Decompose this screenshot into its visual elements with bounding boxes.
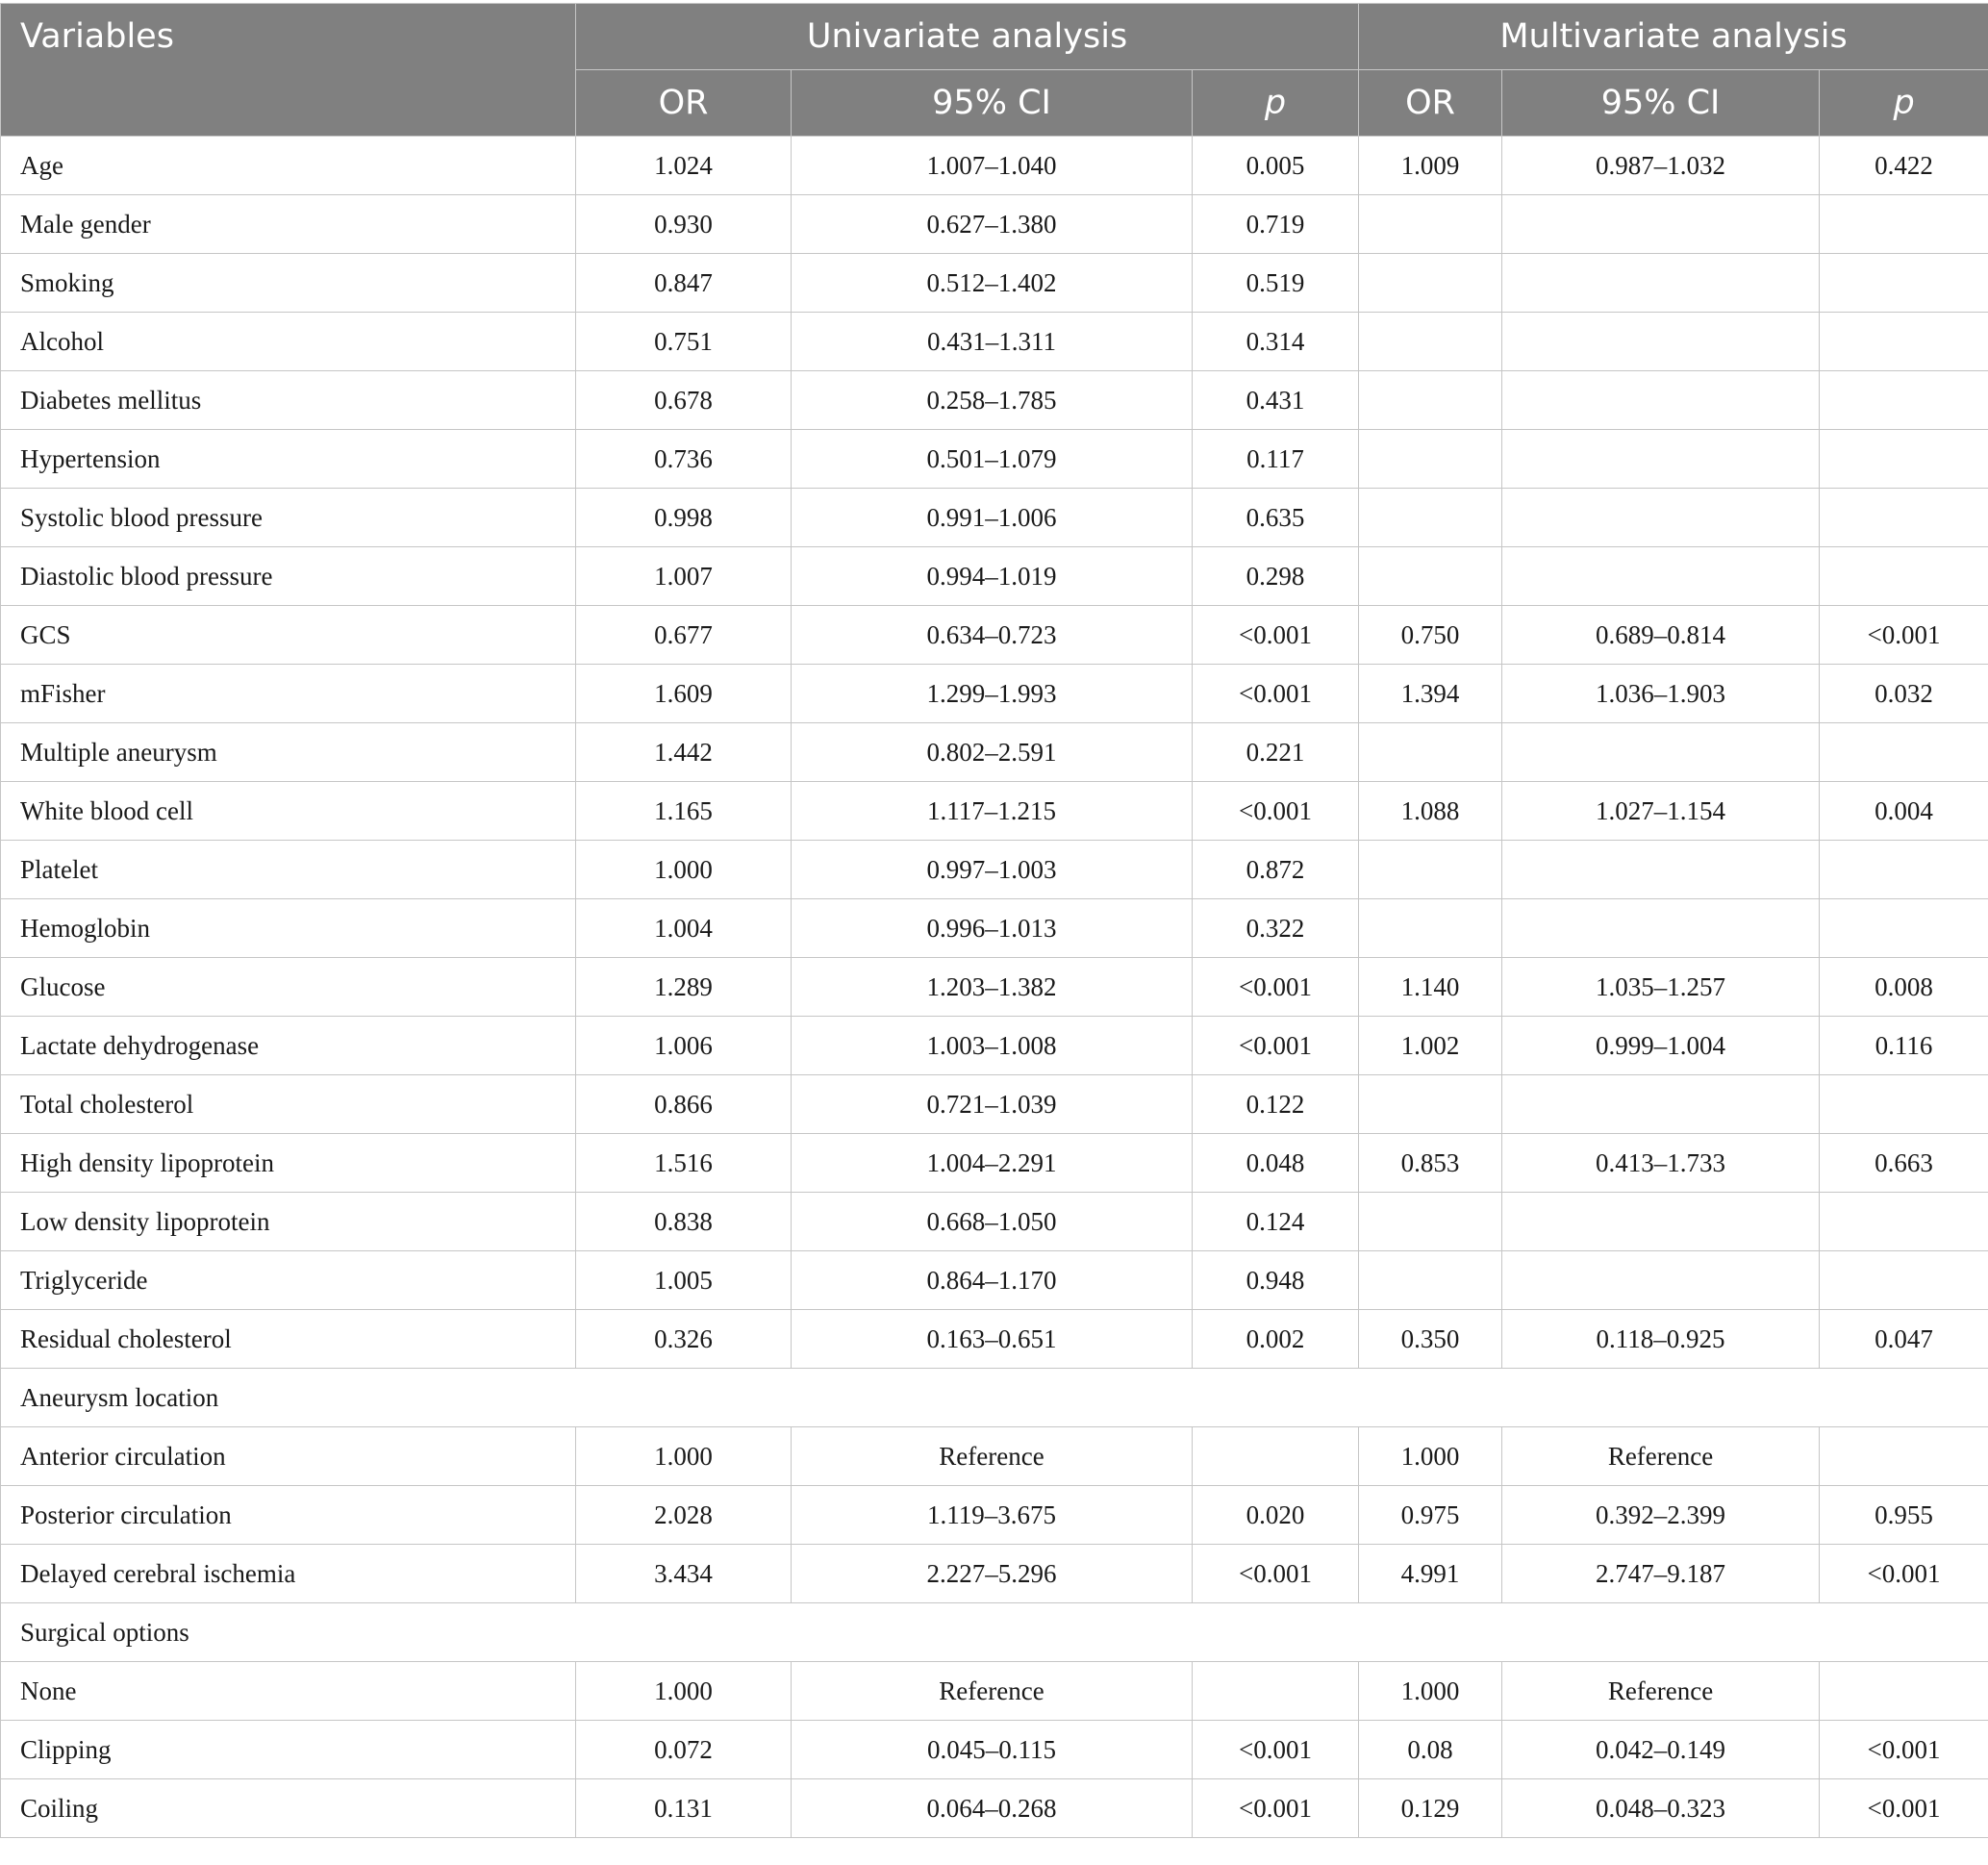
variable-cell: Diabetes mellitus bbox=[1, 371, 576, 430]
multivariate-p-cell bbox=[1820, 547, 1988, 606]
univariate-p-cell: <0.001 bbox=[1193, 1017, 1359, 1075]
multivariate-or-cell: 4.991 bbox=[1359, 1545, 1502, 1603]
multivariate-p-cell bbox=[1820, 254, 1988, 313]
multivariate-ci-cell bbox=[1502, 313, 1820, 371]
table-row bbox=[1, 958, 1988, 1017]
multivariate-or-cell: 0.350 bbox=[1359, 1310, 1502, 1369]
univariate-or-cell: 0.847 bbox=[576, 254, 792, 313]
table-row bbox=[1, 1662, 1988, 1721]
table-row bbox=[1, 1017, 1988, 1075]
variable-cell: Total cholesterol bbox=[1, 1075, 576, 1134]
univariate-p-cell: 0.020 bbox=[1193, 1486, 1359, 1545]
univariate-or-cell: 0.677 bbox=[576, 606, 792, 665]
multivariate-or-cell: 1.140 bbox=[1359, 958, 1502, 1017]
multivariate-p-cell: <0.001 bbox=[1820, 1779, 1988, 1838]
header-row-1 bbox=[1, 4, 1988, 70]
multivariate-or-cell bbox=[1359, 430, 1502, 489]
univariate-ci-cell: 0.258–1.785 bbox=[792, 371, 1193, 430]
multivariate-or-cell: 1.394 bbox=[1359, 665, 1502, 723]
multivariate-p-cell bbox=[1820, 195, 1988, 254]
univariate-or-cell: 1.289 bbox=[576, 958, 792, 1017]
multivariate-or-cell: 0.129 bbox=[1359, 1779, 1502, 1838]
univariate-p-cell: 0.117 bbox=[1193, 430, 1359, 489]
multivariate-ci-cell: 0.048–0.323 bbox=[1502, 1779, 1820, 1838]
variable-cell: Posterior circulation bbox=[1, 1486, 576, 1545]
variable-cell: Anterior circulation bbox=[1, 1427, 576, 1486]
multivariate-p-cell bbox=[1820, 1075, 1988, 1134]
table-row bbox=[1, 606, 1988, 665]
univariate-or-cell: 0.736 bbox=[576, 430, 792, 489]
univariate-ci-cell: 1.117–1.215 bbox=[792, 782, 1193, 841]
multivariate-or-cell bbox=[1359, 723, 1502, 782]
multivariate-ci-header: 95% CI bbox=[1502, 70, 1820, 137]
table-row bbox=[1, 723, 1988, 782]
multivariate-ci-cell bbox=[1502, 489, 1820, 547]
multivariate-ci-cell bbox=[1502, 195, 1820, 254]
multivariate-p-cell bbox=[1820, 899, 1988, 958]
univariate-or-cell: 0.326 bbox=[576, 1310, 792, 1369]
variable-cell: Triglyceride bbox=[1, 1251, 576, 1310]
univariate-p-cell: 0.048 bbox=[1193, 1134, 1359, 1193]
multivariate-ci-cell: Reference bbox=[1502, 1662, 1820, 1721]
univariate-or-cell: 0.751 bbox=[576, 313, 792, 371]
univariate-or-cell: 1.024 bbox=[576, 137, 792, 195]
variable-cell: None bbox=[1, 1662, 576, 1721]
variable-cell: Male gender bbox=[1, 195, 576, 254]
univariate-ci-cell: 0.997–1.003 bbox=[792, 841, 1193, 899]
multivariate-ci-cell: 1.027–1.154 bbox=[1502, 782, 1820, 841]
univariate-p-cell: 0.519 bbox=[1193, 254, 1359, 313]
table-row bbox=[1, 1486, 1988, 1545]
univariate-ci-cell: 0.163–0.651 bbox=[792, 1310, 1193, 1369]
table-row bbox=[1, 1075, 1988, 1134]
univariate-ci-cell: 2.227–5.296 bbox=[792, 1545, 1193, 1603]
univariate-ci-cell: 0.864–1.170 bbox=[792, 1251, 1193, 1310]
multivariate-ci-cell: 0.413–1.733 bbox=[1502, 1134, 1820, 1193]
univariate-ci-cell: 0.994–1.019 bbox=[792, 547, 1193, 606]
univariate-p-cell: 0.322 bbox=[1193, 899, 1359, 958]
univariate-p-cell: 0.221 bbox=[1193, 723, 1359, 782]
variable-cell: Multiple aneurysm bbox=[1, 723, 576, 782]
table-row bbox=[1, 782, 1988, 841]
univariate-or-cell: 1.516 bbox=[576, 1134, 792, 1193]
variable-cell: Smoking bbox=[1, 254, 576, 313]
univariate-ci-cell: Reference bbox=[792, 1427, 1193, 1486]
multivariate-or-cell bbox=[1359, 254, 1502, 313]
multivariate-or-cell bbox=[1359, 489, 1502, 547]
univariate-ci-cell: 0.512–1.402 bbox=[792, 254, 1193, 313]
variable-cell: Residual cholesterol bbox=[1, 1310, 576, 1369]
multivariate-or-cell bbox=[1359, 1075, 1502, 1134]
univariate-p-header: p bbox=[1193, 70, 1359, 137]
table-header bbox=[1, 4, 1988, 137]
univariate-ci-cell: 0.721–1.039 bbox=[792, 1075, 1193, 1134]
univariate-or-cell: 0.838 bbox=[576, 1193, 792, 1251]
multivariate-or-cell bbox=[1359, 547, 1502, 606]
multivariate-ci-cell bbox=[1502, 1075, 1820, 1134]
multivariate-ci-cell: 0.987–1.032 bbox=[1502, 137, 1820, 195]
univariate-p-cell: 0.005 bbox=[1193, 137, 1359, 195]
table-row bbox=[1, 489, 1988, 547]
multivariate-p-cell: 0.663 bbox=[1820, 1134, 1988, 1193]
variable-cell: Hypertension bbox=[1, 430, 576, 489]
multivariate-p-cell bbox=[1820, 1193, 1988, 1251]
variable-cell: Delayed cerebral ischemia bbox=[1, 1545, 576, 1603]
multivariate-p-cell bbox=[1820, 841, 1988, 899]
multivariate-p-cell: 0.422 bbox=[1820, 137, 1988, 195]
multivariate-p-cell bbox=[1820, 313, 1988, 371]
table-row bbox=[1, 1193, 1988, 1251]
variable-cell: High density lipoprotein bbox=[1, 1134, 576, 1193]
multivariate-ci-cell bbox=[1502, 371, 1820, 430]
multivariate-ci-cell: 0.392–2.399 bbox=[1502, 1486, 1820, 1545]
multivariate-ci-cell: 0.999–1.004 bbox=[1502, 1017, 1820, 1075]
multivariate-p-cell: <0.001 bbox=[1820, 1721, 1988, 1779]
table-row bbox=[1, 1545, 1988, 1603]
variable-cell: GCS bbox=[1, 606, 576, 665]
multivariate-ci-cell: 0.118–0.925 bbox=[1502, 1310, 1820, 1369]
table-row bbox=[1, 1779, 1988, 1838]
univariate-ci-cell: 0.431–1.311 bbox=[792, 313, 1193, 371]
univariate-or-cell: 1.007 bbox=[576, 547, 792, 606]
multivariate-p-cell: <0.001 bbox=[1820, 1545, 1988, 1603]
univariate-p-cell: <0.001 bbox=[1193, 1545, 1359, 1603]
multivariate-ci-cell bbox=[1502, 1251, 1820, 1310]
univariate-ci-cell: 0.996–1.013 bbox=[792, 899, 1193, 958]
univariate-ci-cell: 0.802–2.591 bbox=[792, 723, 1193, 782]
multivariate-p-cell bbox=[1820, 430, 1988, 489]
univariate-p-cell bbox=[1193, 1427, 1359, 1486]
univariate-or-cell: 1.442 bbox=[576, 723, 792, 782]
univariate-p-cell: <0.001 bbox=[1193, 606, 1359, 665]
table-row bbox=[1, 665, 1988, 723]
multivariate-or-cell: 0.853 bbox=[1359, 1134, 1502, 1193]
multivariate-p-cell: 0.116 bbox=[1820, 1017, 1988, 1075]
univariate-p-cell: 0.002 bbox=[1193, 1310, 1359, 1369]
multivariate-or-cell bbox=[1359, 899, 1502, 958]
regression-table bbox=[0, 3, 1988, 1838]
univariate-p-cell: <0.001 bbox=[1193, 782, 1359, 841]
univariate-or-cell: 1.000 bbox=[576, 1662, 792, 1721]
univariate-ci-header: 95% CI bbox=[792, 70, 1193, 137]
univariate-or-cell: 0.072 bbox=[576, 1721, 792, 1779]
univariate-p-cell: 0.298 bbox=[1193, 547, 1359, 606]
table-row bbox=[1, 254, 1988, 313]
table-row bbox=[1, 841, 1988, 899]
univariate-or-cell: 1.000 bbox=[576, 841, 792, 899]
table-row bbox=[1, 195, 1988, 254]
multivariate-p-cell: 0.032 bbox=[1820, 665, 1988, 723]
univariate-header: Univariate analysis bbox=[576, 4, 1359, 70]
univariate-ci-cell: 0.064–0.268 bbox=[792, 1779, 1193, 1838]
variable-cell: mFisher bbox=[1, 665, 576, 723]
variable-cell: Clipping bbox=[1, 1721, 576, 1779]
table-body bbox=[1, 137, 1988, 1838]
multivariate-or-cell bbox=[1359, 313, 1502, 371]
variable-cell: Glucose bbox=[1, 958, 576, 1017]
univariate-p-cell: <0.001 bbox=[1193, 665, 1359, 723]
variable-cell: Diastolic blood pressure bbox=[1, 547, 576, 606]
univariate-p-cell: 0.719 bbox=[1193, 195, 1359, 254]
table-row bbox=[1, 1134, 1988, 1193]
multivariate-header: Multivariate analysis bbox=[1359, 4, 1988, 70]
multivariate-or-cell: 0.975 bbox=[1359, 1486, 1502, 1545]
multivariate-or-cell bbox=[1359, 371, 1502, 430]
table-row bbox=[1, 430, 1988, 489]
multivariate-p-cell bbox=[1820, 489, 1988, 547]
table-row bbox=[1, 1251, 1988, 1310]
univariate-ci-cell: 0.501–1.079 bbox=[792, 430, 1193, 489]
univariate-ci-cell: 1.203–1.382 bbox=[792, 958, 1193, 1017]
multivariate-p-cell: 0.004 bbox=[1820, 782, 1988, 841]
univariate-or-cell: 1.006 bbox=[576, 1017, 792, 1075]
table-row bbox=[1, 547, 1988, 606]
multivariate-p-cell bbox=[1820, 371, 1988, 430]
multivariate-p-cell: 0.047 bbox=[1820, 1310, 1988, 1369]
univariate-or-cell: 0.678 bbox=[576, 371, 792, 430]
univariate-ci-cell: 1.004–2.291 bbox=[792, 1134, 1193, 1193]
variable-cell: Alcohol bbox=[1, 313, 576, 371]
multivariate-ci-cell: 2.747–9.187 bbox=[1502, 1545, 1820, 1603]
univariate-p-cell bbox=[1193, 1662, 1359, 1721]
variable-cell: Hemoglobin bbox=[1, 899, 576, 958]
multivariate-ci-cell bbox=[1502, 723, 1820, 782]
section-label: Surgical options bbox=[1, 1603, 1988, 1662]
univariate-ci-cell: 0.045–0.115 bbox=[792, 1721, 1193, 1779]
multivariate-ci-cell bbox=[1502, 430, 1820, 489]
multivariate-ci-cell: Reference bbox=[1502, 1427, 1820, 1486]
univariate-ci-cell: 1.007–1.040 bbox=[792, 137, 1193, 195]
multivariate-p-cell bbox=[1820, 1251, 1988, 1310]
univariate-p-cell: 0.122 bbox=[1193, 1075, 1359, 1134]
multivariate-or-cell bbox=[1359, 195, 1502, 254]
multivariate-ci-cell: 0.689–0.814 bbox=[1502, 606, 1820, 665]
univariate-or-cell: 0.866 bbox=[576, 1075, 792, 1134]
section-row bbox=[1, 1603, 1988, 1662]
univariate-or-cell: 3.434 bbox=[576, 1545, 792, 1603]
multivariate-p-cell: <0.001 bbox=[1820, 606, 1988, 665]
multivariate-p-cell bbox=[1820, 1662, 1988, 1721]
multivariate-or-cell: 0.08 bbox=[1359, 1721, 1502, 1779]
table-row bbox=[1, 1427, 1988, 1486]
univariate-p-cell: <0.001 bbox=[1193, 1721, 1359, 1779]
multivariate-or-cell: 1.088 bbox=[1359, 782, 1502, 841]
univariate-or-cell: 1.004 bbox=[576, 899, 792, 958]
variable-cell: Low density lipoprotein bbox=[1, 1193, 576, 1251]
table-row bbox=[1, 137, 1988, 195]
multivariate-ci-cell: 1.036–1.903 bbox=[1502, 665, 1820, 723]
univariate-or-cell: 1.005 bbox=[576, 1251, 792, 1310]
table-row bbox=[1, 313, 1988, 371]
univariate-ci-cell: 1.119–3.675 bbox=[792, 1486, 1193, 1545]
table-row bbox=[1, 1310, 1988, 1369]
univariate-p-cell: 0.124 bbox=[1193, 1193, 1359, 1251]
multivariate-p-cell: 0.008 bbox=[1820, 958, 1988, 1017]
univariate-ci-cell: 0.634–0.723 bbox=[792, 606, 1193, 665]
variable-cell: Age bbox=[1, 137, 576, 195]
multivariate-or-cell: 1.002 bbox=[1359, 1017, 1502, 1075]
univariate-or-cell: 1.609 bbox=[576, 665, 792, 723]
variable-cell: Platelet bbox=[1, 841, 576, 899]
multivariate-or-cell bbox=[1359, 1251, 1502, 1310]
multivariate-or-cell bbox=[1359, 1193, 1502, 1251]
univariate-p-cell: 0.635 bbox=[1193, 489, 1359, 547]
table-row bbox=[1, 1721, 1988, 1779]
section-row bbox=[1, 1369, 1988, 1427]
univariate-or-cell: 1.000 bbox=[576, 1427, 792, 1486]
univariate-p-cell: 0.872 bbox=[1193, 841, 1359, 899]
univariate-p-cell: <0.001 bbox=[1193, 958, 1359, 1017]
univariate-ci-cell: 0.668–1.050 bbox=[792, 1193, 1193, 1251]
univariate-p-cell: 0.948 bbox=[1193, 1251, 1359, 1310]
univariate-or-cell: 2.028 bbox=[576, 1486, 792, 1545]
variable-cell: Lactate dehydrogenase bbox=[1, 1017, 576, 1075]
multivariate-ci-cell bbox=[1502, 547, 1820, 606]
multivariate-p-cell: 0.955 bbox=[1820, 1486, 1988, 1545]
multivariate-ci-cell bbox=[1502, 1193, 1820, 1251]
univariate-ci-cell: 0.991–1.006 bbox=[792, 489, 1193, 547]
section-label: Aneurysm location bbox=[1, 1369, 1988, 1427]
univariate-or-cell: 1.165 bbox=[576, 782, 792, 841]
univariate-or-cell: 0.998 bbox=[576, 489, 792, 547]
variable-cell: Systolic blood pressure bbox=[1, 489, 576, 547]
univariate-ci-cell: Reference bbox=[792, 1662, 1193, 1721]
multivariate-ci-cell: 0.042–0.149 bbox=[1502, 1721, 1820, 1779]
variables-header: Variables bbox=[1, 4, 576, 137]
multivariate-or-cell: 1.000 bbox=[1359, 1427, 1502, 1486]
univariate-or-cell: 0.131 bbox=[576, 1779, 792, 1838]
univariate-ci-cell: 0.627–1.380 bbox=[792, 195, 1193, 254]
variable-cell: Coiling bbox=[1, 1779, 576, 1838]
univariate-or-header: OR bbox=[576, 70, 792, 137]
univariate-ci-cell: 1.003–1.008 bbox=[792, 1017, 1193, 1075]
univariate-p-cell: 0.314 bbox=[1193, 313, 1359, 371]
table-row bbox=[1, 371, 1988, 430]
multivariate-or-cell: 1.000 bbox=[1359, 1662, 1502, 1721]
multivariate-ci-cell bbox=[1502, 899, 1820, 958]
univariate-or-cell: 0.930 bbox=[576, 195, 792, 254]
univariate-ci-cell: 1.299–1.993 bbox=[792, 665, 1193, 723]
multivariate-ci-cell bbox=[1502, 254, 1820, 313]
multivariate-or-cell: 1.009 bbox=[1359, 137, 1502, 195]
multivariate-or-cell bbox=[1359, 841, 1502, 899]
multivariate-ci-cell bbox=[1502, 841, 1820, 899]
multivariate-p-header: p bbox=[1820, 70, 1988, 137]
univariate-p-cell: <0.001 bbox=[1193, 1779, 1359, 1838]
multivariate-p-cell bbox=[1820, 723, 1988, 782]
univariate-p-cell: 0.431 bbox=[1193, 371, 1359, 430]
multivariate-p-cell bbox=[1820, 1427, 1988, 1486]
variable-cell: White blood cell bbox=[1, 782, 576, 841]
multivariate-or-cell: 0.750 bbox=[1359, 606, 1502, 665]
multivariate-ci-cell: 1.035–1.257 bbox=[1502, 958, 1820, 1017]
table-row bbox=[1, 899, 1988, 958]
multivariate-or-header: OR bbox=[1359, 70, 1502, 137]
